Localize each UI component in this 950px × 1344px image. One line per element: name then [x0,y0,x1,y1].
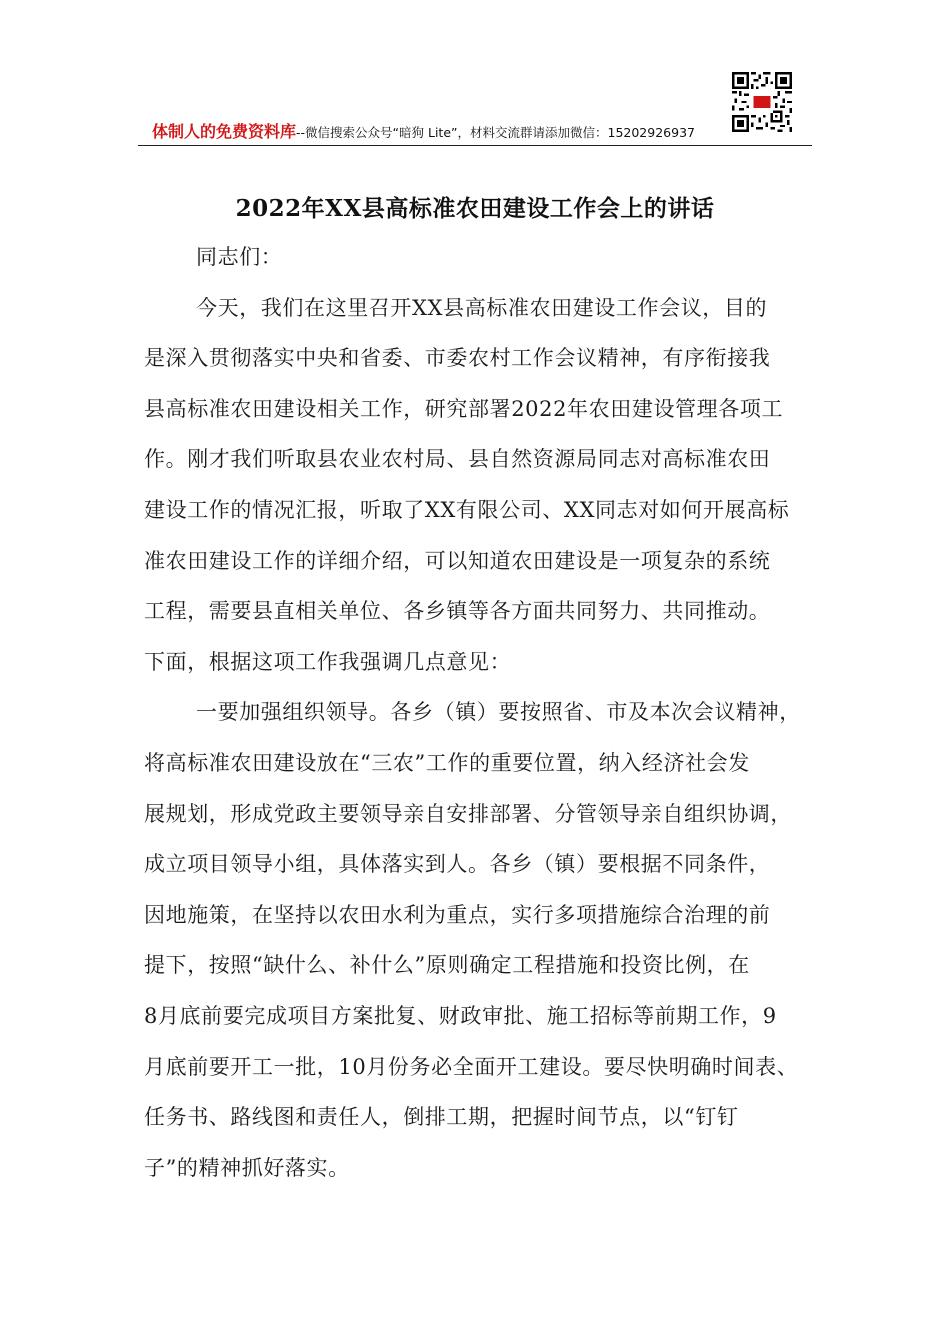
paragraph-line: 任务书、路线图和责任人，倒排工期，把握时间节点，以“钉钉 [144,1105,739,1130]
page-header [138,70,812,146]
paragraph-line: 8月底前要完成项目方案批复、财政审批、施工招标等前期工作，9 [144,1003,777,1028]
paragraph-line: 是深入贯彻落实中央和省委、市委农村工作会议精神，有序衔接我 [144,346,771,371]
paragraph-line: 成立项目领导小组，具体落实到人。各乡（镇）要根据不同条件， [144,852,771,877]
paragraph-line: 展规划，形成党政主要领导亲自安排部署、分管领导亲自组织协调， [144,801,792,826]
brand-name: 体制人的免费资料库 [152,122,297,141]
paragraph-line: 今天，我们在这里召开XX县高标准农田建设工作会议，目的 [196,295,768,320]
paragraph-line: 作。刚才我们听取县农业农村局、县自然资源局同志对高标准农田 [144,447,771,472]
paragraph-line: 县高标准农田建设相关工作，研究部署2022年农田建设管理各项工 [144,396,784,421]
header-divider [138,145,812,146]
paragraph-line: 准农田建设工作的详细介绍，可以知道农田建设是一项复杂的系统 [144,548,771,573]
paragraph-line: 工程，需要县直相关单位、各乡镇等各方面共同努力、共同推动。 [144,599,771,624]
paragraph-line: 因地施策，在坚持以农田水利为重点，实行多项措施综合治理的前 [144,902,771,927]
paragraph-line: 建设工作的情况汇报，听取了XX有限公司、XX同志对如何开展高标 [144,497,790,522]
qr-code-icon [732,72,792,132]
paragraph-line: 一要加强组织领导。各乡（镇）要按照省、市及本次会议精神， [196,700,801,725]
document-title: 2022年XX县高标准农田建设工作会上的讲话 [235,195,715,222]
paragraph-line: 提下，按照“缺什么、补什么”原则确定工程措施和投资比例，在 [144,953,750,978]
paragraph-line: 将高标准农田建设放在“三农”工作的重要位置，纳入经济社会发 [144,750,750,775]
paragraph-line: 下面，根据这项工作我强调几点意见： [144,649,512,674]
salutation: 同志们： [196,245,283,269]
paragraph-line: 月底前要开工一批，10月份务必全面开工建设。要尽快明确时间表、 [144,1054,799,1079]
paragraph-line: 子”的精神抓好落实。 [144,1155,350,1180]
header-tagline: --微信搜索公众号“暗狗 Lite”，材料交流群请添加微信：15202926937 [296,125,695,140]
header-banner [152,122,695,143]
document-body [144,232,814,1193]
